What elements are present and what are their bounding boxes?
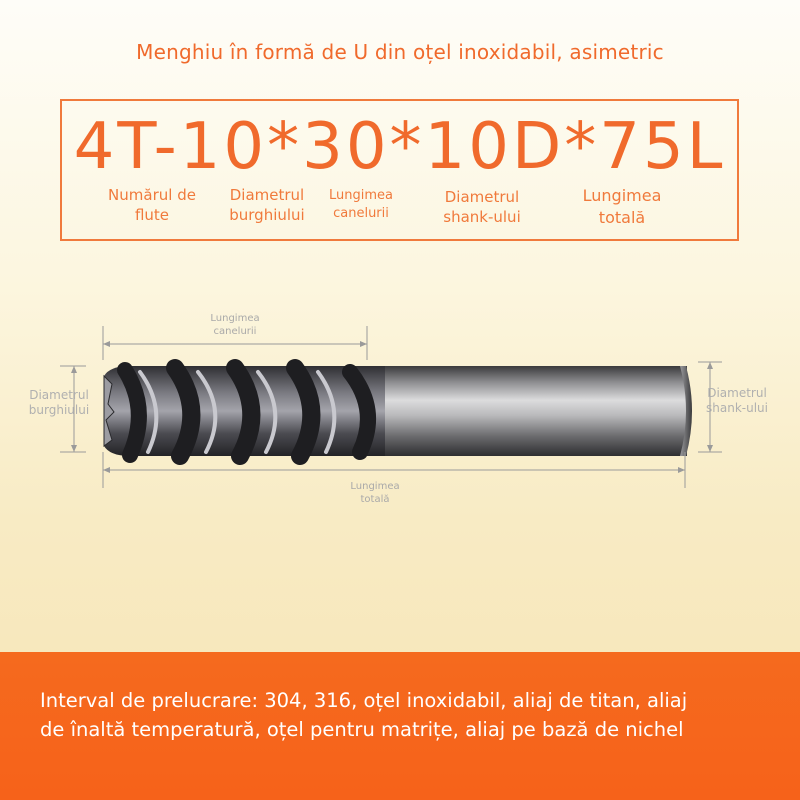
- drill-diameter-arrow-bottom: [71, 445, 77, 452]
- processing-range-line-1: Interval de prelucrare: 304, 316, oțel inoxidabil, aliaj de titan, aliaj: [40, 689, 688, 712]
- diagram-total-length-label: Lungimea totală: [350, 481, 400, 505]
- diagram-shank-diameter-label: Diametrul shank-ului: [706, 386, 768, 415]
- label-drill-diameter: Diametrul burghiului: [229, 186, 305, 224]
- label-shank-diameter: Diametrul shank-ului: [443, 188, 521, 226]
- shank-diameter-arrow-top: [707, 362, 713, 369]
- spec-box: [60, 99, 739, 241]
- flute-length-arrow-left: [103, 341, 110, 347]
- total-length-arrow-right: [678, 467, 685, 473]
- total-length-arrow-left: [103, 467, 110, 473]
- label-flute-length: Lungimea canelurii: [329, 188, 393, 221]
- tool-diagram: [0, 300, 800, 520]
- drill-diameter-arrow-top: [71, 366, 77, 373]
- label-total-length: Lungimea totală: [582, 186, 662, 227]
- label-flute-count: Numărul de flute: [108, 186, 196, 224]
- processing-range-text: [40, 686, 790, 744]
- spec-code: 4T-10*30*10D*75L: [73, 110, 726, 184]
- shank-diameter-arrow-bottom: [707, 445, 713, 452]
- diagram-drill-diameter-label: Diametrul burghiului: [28, 388, 90, 417]
- flute-length-arrow-right: [360, 341, 367, 347]
- product-title: Menghiu în formă de U din oțel inoxidabil, asimetric: [136, 40, 664, 64]
- diagram-flute-length-label: Lungimea canelurii: [210, 313, 260, 337]
- tool-shank: [385, 366, 687, 456]
- processing-range-line-2: de înaltă temperatură, oțel pentru matrițe, aliaj pe bază de nichel: [40, 718, 684, 741]
